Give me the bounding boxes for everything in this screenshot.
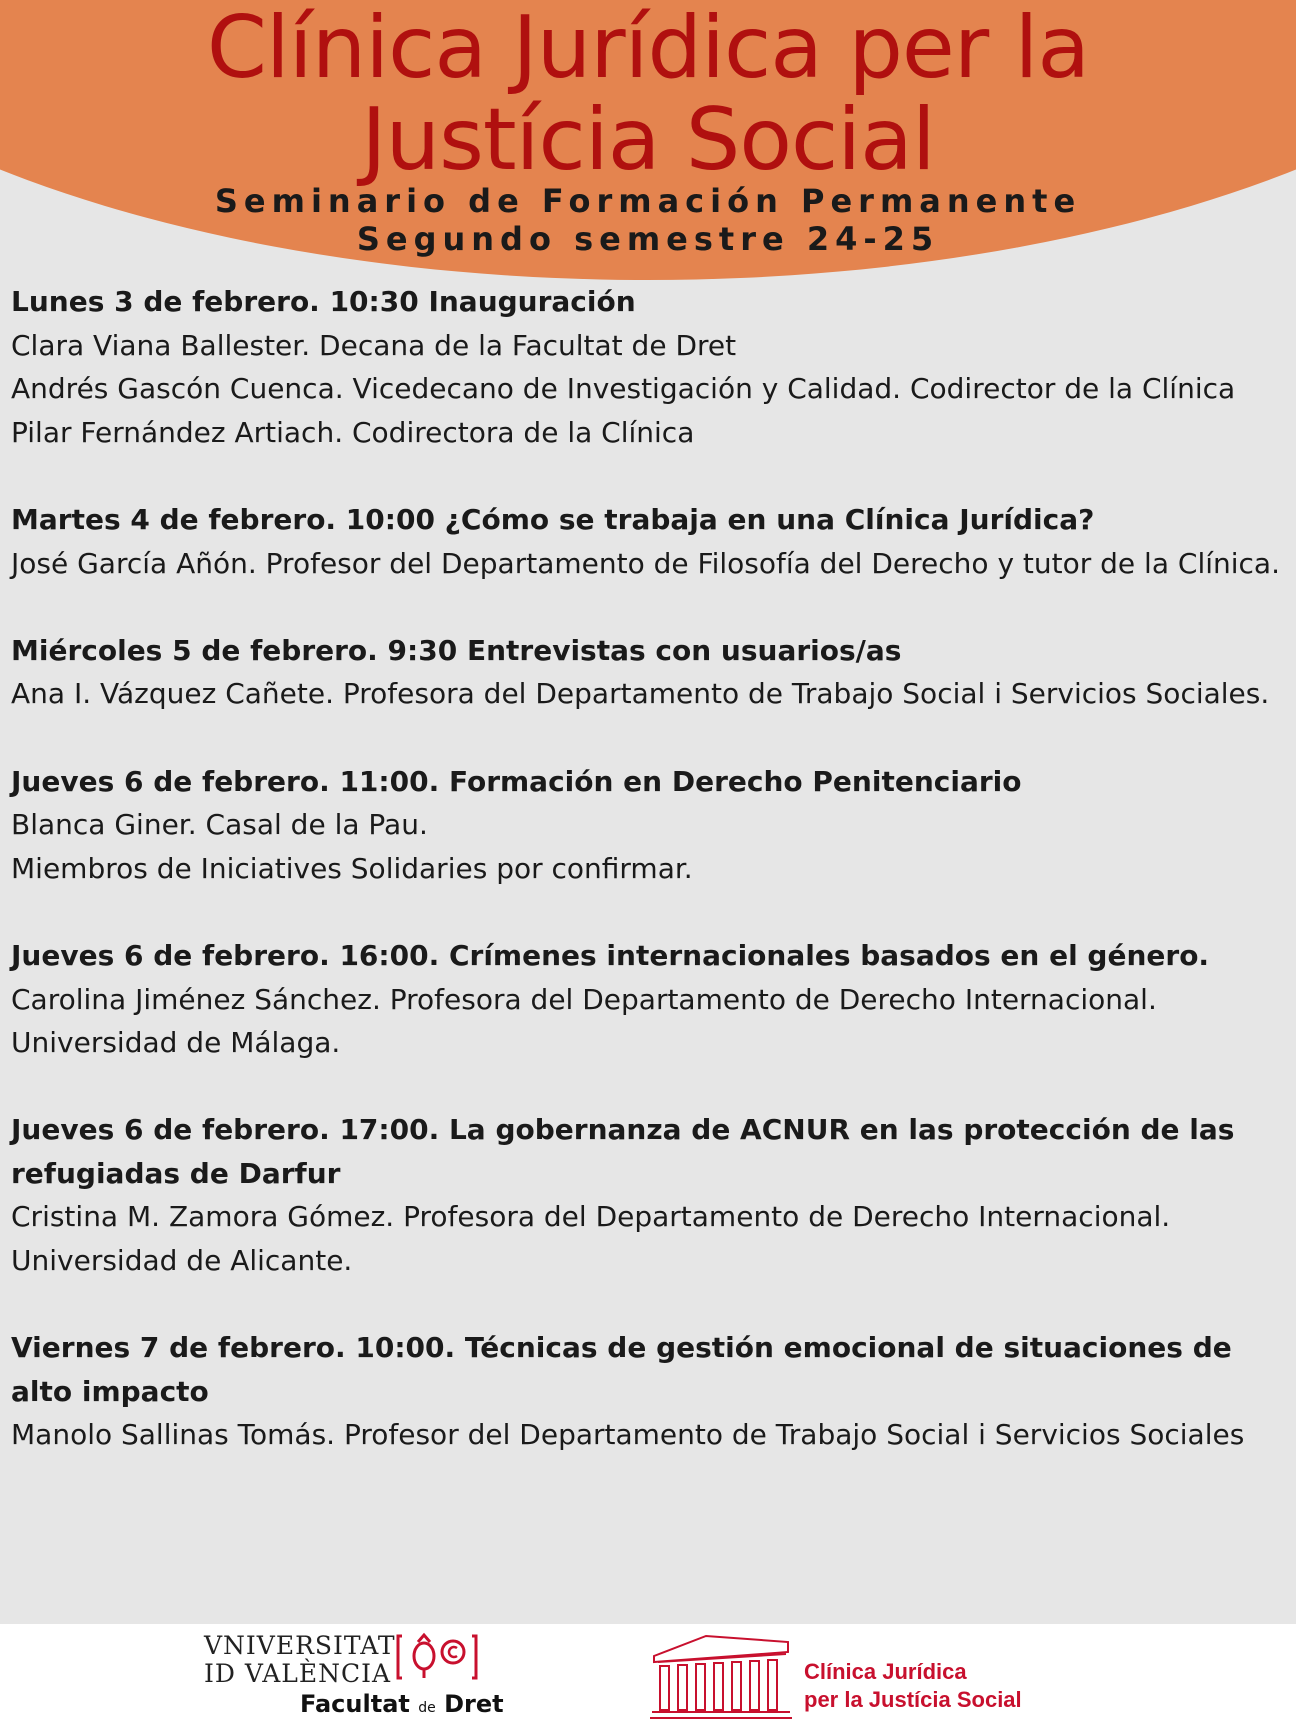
faculty-word-2: Dret <box>444 1690 504 1718</box>
footer <box>0 1624 1296 1728</box>
event-speaker: Miembros de Iniciatives Solidaries por confirmar. <box>11 851 693 885</box>
event-item <box>11 760 1286 891</box>
event-heading: Miércoles 5 de febrero. 9:30 Entrevistas con usuarios/as <box>11 633 902 667</box>
event-item <box>11 498 1286 585</box>
universitat-valencia-logo <box>204 1632 504 1724</box>
uv-name-line-1: VNIVERSITAT <box>204 1631 396 1660</box>
event-item <box>11 280 1286 454</box>
event-speaker: Andrés Gascón Cuenca. Vicedecano de Investigación y Calidad. Codirector de la Clínica <box>11 372 1236 406</box>
event-heading: Jueves 6 de febrero. 11:00. Formación en Derecho Penitenciario <box>11 764 1022 798</box>
event-list <box>11 280 1286 1501</box>
temple-icon <box>646 1632 796 1722</box>
uv-name-line-2: ID VALÈNCIA <box>204 1659 392 1688</box>
clinic-name-line-2: per la Justícia Social <box>804 1687 1022 1712</box>
subtitle-line-2: Segundo semestre 24-25 <box>356 220 940 258</box>
uv-name <box>204 1632 396 1688</box>
clinica-juridica-logo <box>646 1632 1046 1722</box>
title-line-1: Clínica Jurídica per la <box>206 0 1090 98</box>
faculty-word-de: de <box>418 1700 436 1716</box>
subtitle-line-1: Seminario de Formación Permanente <box>214 182 1082 220</box>
event-speaker: Carolina Jiménez Sánchez. Profesora del Departamento de Derecho Internacional. Universidad de Málaga. <box>11 982 1157 1060</box>
event-speaker: Manolo Sallinas Tomás. Profesor del Departamento de Trabajo Social i Servicios Sociales <box>11 1418 1245 1452</box>
event-speaker: José García Añón. Profesor del Departamento de Filosofía del Derecho y tutor de la Clínica. <box>11 546 1280 580</box>
event-heading: Lunes 3 de febrero. 10:30 Inauguración <box>11 285 636 318</box>
event-item <box>11 1108 1286 1282</box>
page-subtitle <box>0 182 1296 258</box>
event-item <box>11 629 1286 716</box>
event-heading: Jueves 6 de febrero. 16:00. Crímenes internacionales basados en el género. <box>11 938 1210 972</box>
event-heading: Jueves 6 de febrero. 17:00. La gobernanza de ACNUR en las protección de las refugiadas de Darfur <box>11 1113 1235 1190</box>
uv-emblem-icon <box>396 1632 478 1682</box>
event-item <box>11 1326 1286 1457</box>
faculty-word-1: Facultat <box>300 1690 410 1718</box>
title-line-2: Justícia Social <box>361 90 935 190</box>
event-speaker: Blanca Giner. Casal de la Pau. <box>11 808 428 842</box>
event-speaker: Clara Viana Ballester. Decana de la Facultat de Dret <box>11 328 737 362</box>
clinic-name-line-1: Clínica Jurídica <box>804 1659 967 1684</box>
event-speaker: Pilar Fernández Artiach. Codirectora de la Clínica <box>11 415 695 449</box>
event-heading: Viernes 7 de febrero. 10:00. Técnicas de gestión emocional de situaciones de alto impacto <box>11 1331 1232 1408</box>
clinic-name <box>804 1658 1022 1714</box>
event-heading: Martes 4 de febrero. 10:00 ¿Cómo se trabaja en una Clínica Jurídica? <box>11 502 1095 536</box>
event-speaker: Ana I. Vázquez Cañete. Profesora del Departamento de Trabajo Social i Servicios Sociales. <box>11 677 1270 711</box>
faculty-name <box>300 1690 504 1718</box>
event-item <box>11 934 1286 1065</box>
event-speaker: Cristina M. Zamora Gómez. Profesora del Departamento de Derecho Internacional. Universidad de Alicante. <box>11 1200 1171 1278</box>
page-title <box>0 0 1296 190</box>
